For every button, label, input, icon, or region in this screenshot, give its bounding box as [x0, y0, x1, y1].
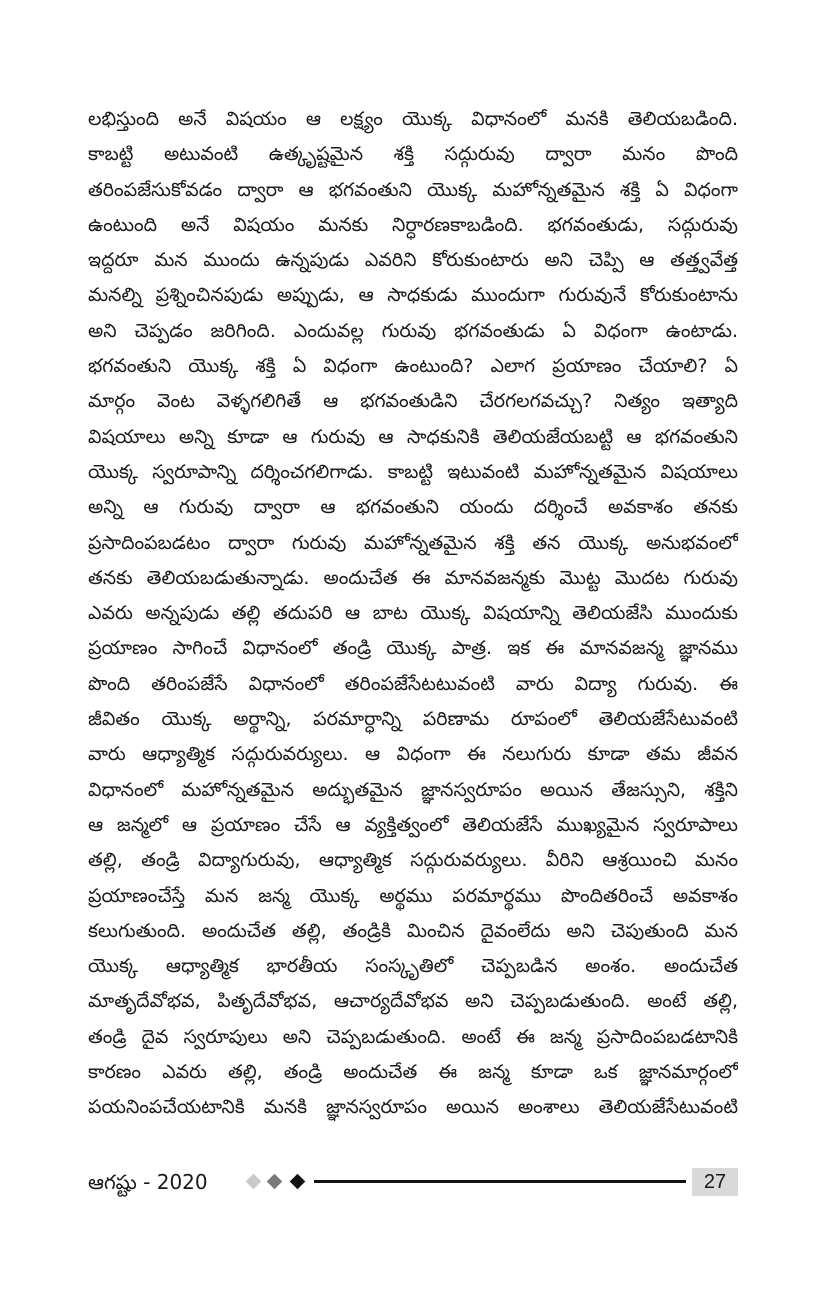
text-line: జీవితం యొక్క అర్థాన్ని, పరమార్ధాన్ని పరిణామ రూపంలో తెలియజేసేటువంటి — [88, 708, 738, 731]
text-line: భగవంతుని యొక్క శక్తి ఏ విధంగా ఉంటుంది? ఎలాగ ప్రయాణం చేయాలి? ఏ — [88, 355, 738, 378]
body-text — [88, 102, 738, 1126]
text-line: ప్రయాణంచేస్తే మన జన్మ యొక్క అర్థము పరమార్థము పొందితరించే అవకాశం — [88, 884, 738, 907]
text-line: కలుగుతుంది. అందుచేత తల్లి, తండ్రికి మించిన దైవంలేదు అని చెపుతుంది మన — [88, 919, 738, 942]
text-line: అని చెప్పడం జరిగింది. ఎందువల్ల గురువు భగవంతుడు ఏ విధంగా ఉంటాడు. — [88, 319, 738, 342]
text-line: వారు ఆధ్యాత్మిక సద్గురువర్యులు. ఆ విధంగా ఈ నలుగురు కూడా తమ జీవన — [88, 743, 738, 766]
text-line: ఉంటుంది అనే విషయం మనకు నిర్ధారణకాబడింది. భగవంతుడు, సద్గురువు — [88, 213, 738, 236]
text-line: పొంది తరింపజేసే విధానంలో తరింపజేసేటటువంటి వారు విద్యా గురువు. ఈ — [88, 672, 738, 695]
text-line: తల్లి, తండ్రి విద్యాగురువు, ఆధ్యాత్మిక సద్గురువర్యులు. వీరిని ఆశ్రయించి మనం — [88, 849, 738, 872]
text-line: ప్రయాణం సాగించే విధానంలో తండ్రి యొక్క పాత్ర. ఇక ఈ మానవజన్మ జ్ఞానము — [88, 637, 738, 660]
text-line: తరింపజేసుకోవడం ద్వారా ఆ భగవంతుని యొక్క మహోన్నతమైన శక్తి ఏ విధంగా — [88, 178, 738, 201]
issue-label: ఆగష్టు - 2020 — [88, 1170, 208, 1194]
text-line: ప్రసాదింపబడటం ద్వారా గురువు మహోన్నతమైన శక్తి తన యొక్క అనుభవంలో — [88, 531, 738, 554]
page-number: 27 — [692, 1168, 738, 1196]
footer-rule — [314, 1180, 686, 1183]
black-diamond-icon — [290, 1174, 306, 1190]
text-line: కాబట్టి అటువంటి ఉత్కృష్టమైన శక్తి సద్గురువు ద్వారా మనం పొంది — [88, 143, 738, 166]
text-line: అన్ని ఆ గురువు ద్వారా ఆ భగవంతుని యందు దర్శించే అవకాశం తనకు — [88, 496, 738, 519]
text-line: ఆ జన్మలో ఆ ప్రయాణం చేసే ఆ వ్యక్తిత్వంలో తెలియజేసే ముఖ్యమైన స్వరూపాలు — [88, 813, 738, 836]
text-line: కారణం ఎవరు తల్లి, తండ్రి అందుచేత ఈ జన్మ కూడా ఒక జ్ఞానమార్గంలో — [88, 1061, 738, 1084]
text-line: ఇద్దరూ మన ముందు ఉన్నపుడు ఎవరిని కోరుకుంటారు అని చెప్పి ఆ తత్త్వవేత్త — [88, 249, 738, 272]
text-line: మార్గం వెంట వెళ్ళగలిగితే ఆ భగవంతుడిని చేరగలగవచ్చు? నిత్యం ఇత్యాది — [88, 390, 738, 413]
text-line: మాతృదేవోభవ, పితృదేవోభవ, ఆచార్యదేవోభవ అని చెప్పబడుతుంది. అంటే తల్లి, — [88, 990, 738, 1013]
text-line: విధానంలో మహోన్నతమైన అద్భుతమైన జ్ఞానస్వరూపం అయిన తేజస్సుని, శక్తిని — [88, 778, 738, 801]
page-footer — [88, 1164, 738, 1200]
text-line: మనల్ని ప్రశ్నించినపుడు అప్పుడు, ఆ సాధకుడు ముందుగా గురువునే కోరుకుంటాను — [88, 284, 738, 307]
text-line: ఎవరు అన్నపుడు తల్లి తదుపరి ఆ బాట యొక్క విషయాన్ని తెలియజేసి ముందుకు — [88, 602, 738, 625]
text-line: విషయాలు అన్ని కూడా ఆ గురువు ఆ సాధకునికి తెలియజేయబట్టి ఆ భగవంతుని — [88, 425, 738, 448]
gray-diamond-icon — [267, 1174, 283, 1190]
text-line: యొక్క స్వరూపాన్ని దర్శించగలిగాడు. కాబట్టి ఇటువంటి మహోన్నతమైన విషయాలు — [88, 460, 738, 483]
text-line: లభిస్తుంది అనే విషయం ఆ లక్ష్యం యొక్క విధానంలో మనకి తెలియబడింది. — [88, 108, 738, 130]
text-line: యొక్క ఆధ్యాత్మిక భారతీయ సంస్కృతిలో చెప్పబడిన అంశం. అందుచేత — [88, 955, 738, 978]
text-line: తండ్రి దైవ స్వరూపులు అని చెప్పబడుతుంది. అంటే ఈ జన్మ ప్రసాదింపబడటానికి — [88, 1025, 738, 1048]
text-line: పయనింపచేయటానికి మనకి జ్ఞానస్వరూపం అయిన అంశాలు తెలియజేసేటువంటి — [88, 1096, 738, 1119]
text-line: తనకు తెలియబడుతున్నాడు. అందుచేత ఈ మానవజన్మకు మొట్ట మొదట గురువు — [88, 566, 738, 589]
light-diamond-icon — [246, 1174, 262, 1190]
